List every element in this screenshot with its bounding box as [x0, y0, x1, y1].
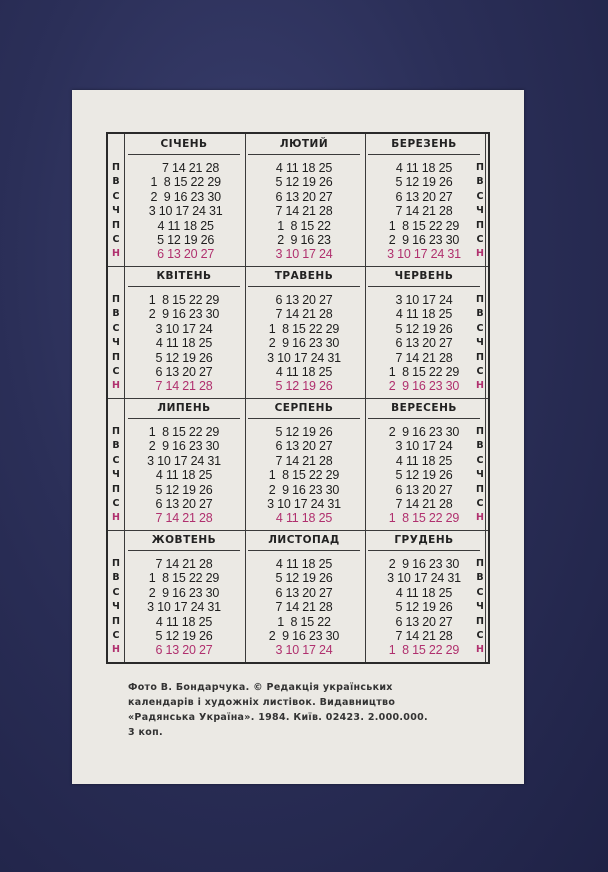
- weekday-row: 4 11 18 25: [155, 614, 213, 629]
- weekday-letter: В: [112, 440, 120, 452]
- month-underline: [368, 286, 480, 287]
- weekday-letter: П: [112, 219, 120, 231]
- weekday-row: 2 9 16 23 30: [268, 628, 340, 643]
- weekday-row: 4 11 18 25: [395, 307, 453, 322]
- month-days: [128, 293, 240, 394]
- weekday-row: 1 8 15 22 29: [148, 293, 220, 307]
- month-name: ЧЕРВЕНЬ: [394, 270, 454, 282]
- month-name: ГРУДЕНЬ: [394, 534, 454, 546]
- weekday-row: 3 10 17 24 31: [147, 453, 221, 468]
- weekday-row: 3 10 17 24 31: [267, 350, 341, 365]
- weekday-letter: Н: [112, 512, 120, 524]
- weekday-row: 4 11 18 25: [155, 468, 213, 483]
- weekday-row: 5 12 19 26: [155, 482, 213, 497]
- weekday-column-left: [110, 557, 122, 658]
- caption-line-2: календарів і художніх листівок. Видавництво: [128, 697, 396, 708]
- weekday-letter: С: [476, 233, 484, 245]
- weekday-row: 3 10 17 24: [395, 293, 453, 307]
- month-underline: [368, 418, 480, 419]
- month-name: ЖОВТЕНЬ: [151, 534, 217, 546]
- weekday-row: 4 11 18 25: [275, 557, 333, 571]
- caption-line-1: Фото В. Бондарчука. © Редакція українських: [128, 682, 393, 693]
- month-days: [368, 161, 480, 262]
- month-underline: [248, 418, 360, 419]
- weekday-row: 1 8 15 22 29: [388, 364, 460, 379]
- weekday-letter: Н: [476, 512, 484, 524]
- weekday-row: 3 10 17 24 31: [145, 204, 223, 219]
- month-underline: [128, 418, 240, 419]
- weekday-row: 5 12 19 26: [395, 600, 453, 615]
- month-underline: [368, 154, 480, 155]
- sunday-row: 6 13 20 27: [153, 247, 215, 262]
- weekday-letter: Ч: [112, 337, 120, 349]
- weekday-row: 1 8 15 22: [277, 218, 331, 233]
- month-name: БЕРЕЗЕНЬ: [391, 138, 457, 150]
- weekday-row: 1 8 15 22 29: [148, 571, 220, 586]
- weekday-letter: В: [476, 176, 484, 188]
- weekday-row: 5 12 19 26: [155, 350, 213, 365]
- weekday-column-left: [110, 293, 122, 394]
- weekday-letter: П: [112, 558, 120, 569]
- month-underline: [248, 550, 360, 551]
- weekday-letter: С: [476, 629, 484, 641]
- weekday-letter: П: [112, 426, 120, 437]
- weekday-letter: П: [112, 294, 120, 305]
- weekday-letter: Н: [476, 644, 484, 656]
- month-days: [248, 293, 360, 394]
- row-separator: [108, 266, 488, 267]
- weekday-letter: В: [112, 308, 120, 320]
- month-days: [248, 425, 360, 526]
- weekday-letter: П: [476, 426, 484, 437]
- weekday-row: 3 10 17 24: [155, 321, 213, 336]
- row-separator: [108, 530, 488, 531]
- weekday-letter: С: [112, 233, 120, 245]
- weekday-letter: П: [476, 351, 484, 363]
- sunday-row: 4 11 18 25: [275, 511, 333, 526]
- weekday-row: 7 14 21 28: [148, 161, 220, 175]
- month-name: СЕРПЕНЬ: [274, 402, 334, 414]
- weekday-letter: В: [476, 308, 484, 320]
- month-underline: [128, 550, 240, 551]
- caption-line-4: 3 коп.: [128, 727, 163, 738]
- weekday-row: 3 10 17 24 31: [267, 496, 341, 511]
- weekday-row: 3 10 17 24 31: [387, 571, 461, 586]
- weekday-row: 2 9 16 23: [277, 232, 331, 247]
- weekday-letter: С: [112, 190, 120, 202]
- weekday-letter: Ч: [476, 601, 484, 613]
- weekday-column-left: [110, 161, 122, 262]
- weekday-letter: П: [476, 483, 484, 495]
- weekday-row: 6 13 20 27: [275, 439, 333, 454]
- weekday-row: 4 11 18 25: [395, 453, 453, 468]
- weekday-letter: П: [112, 351, 120, 363]
- weekday-letter: Н: [476, 380, 484, 392]
- weekday-row: 1 8 15 22 29: [148, 425, 220, 439]
- sunday-row: 3 10 17 24: [275, 643, 333, 658]
- weekday-row: 2 9 16 23 30: [268, 336, 340, 351]
- weekday-row: 7 14 21 28: [395, 204, 453, 219]
- weekday-letter: С: [112, 454, 120, 466]
- month-underline: [248, 286, 360, 287]
- weekday-letter: С: [112, 322, 120, 334]
- weekday-letter: П: [476, 162, 484, 173]
- weekday-letter: В: [112, 176, 120, 188]
- month-days: [368, 557, 480, 658]
- month-days: [248, 557, 360, 658]
- imprint-caption: [128, 680, 498, 740]
- weekday-row: 3 10 17 24 31: [147, 600, 221, 615]
- weekday-row: 2 9 16 23 30: [148, 307, 220, 322]
- weekday-row: 1 8 15 22: [277, 614, 331, 629]
- weekday-row: 7 14 21 28: [275, 453, 333, 468]
- weekday-letter: Ч: [476, 337, 484, 349]
- weekday-letter: Н: [112, 380, 120, 392]
- sunday-row: 7 14 21 28: [155, 379, 213, 394]
- weekday-row: 2 9 16 23 30: [147, 189, 221, 204]
- weekday-letter: П: [476, 219, 484, 231]
- sunday-row: 6 13 20 27: [155, 643, 213, 658]
- weekday-row: 1 8 15 22 29: [268, 321, 340, 336]
- weekday-row: 4 11 18 25: [154, 218, 214, 233]
- month-name: ВЕРЕСЕНЬ: [391, 402, 457, 414]
- weekday-letter: С: [112, 586, 120, 598]
- weekday-letter: Ч: [112, 469, 120, 481]
- weekday-letter: С: [476, 497, 484, 509]
- month-name: СІЧЕНЬ: [160, 138, 208, 150]
- month-days: [248, 161, 360, 262]
- sunday-row: 3 10 17 24: [275, 247, 333, 262]
- month-underline: [128, 154, 240, 155]
- weekday-row: 5 12 19 26: [275, 571, 333, 586]
- row-separator: [108, 398, 488, 399]
- weekday-letter: В: [112, 572, 120, 584]
- weekday-row: 4 11 18 25: [275, 364, 333, 379]
- weekday-row: 6 13 20 27: [275, 189, 333, 204]
- weekday-row: 4 11 18 25: [275, 161, 333, 175]
- month-name: ЛИПЕНЬ: [157, 402, 211, 414]
- weekday-row: 2 9 16 23 30: [388, 232, 460, 247]
- weekday-row: 4 11 18 25: [395, 161, 453, 175]
- weekday-row: 7 14 21 28: [275, 204, 333, 219]
- weekday-row: 5 12 19 26: [395, 468, 453, 483]
- weekday-letter: С: [476, 190, 484, 202]
- weekday-row: 1 8 15 22 29: [147, 175, 221, 190]
- weekday-row: 4 11 18 25: [395, 585, 453, 600]
- weekday-row: 1 8 15 22 29: [388, 218, 460, 233]
- month-name: ЛЮТИЙ: [279, 138, 329, 150]
- weekday-column-left: [110, 425, 122, 526]
- weekday-row: 5 12 19 26: [275, 175, 333, 190]
- weekday-row: 6 13 20 27: [395, 614, 453, 629]
- weekday-letter: С: [476, 586, 484, 598]
- calendar-card: [72, 90, 524, 784]
- weekday-row: 5 12 19 26: [275, 425, 333, 439]
- weekday-letter: С: [112, 497, 120, 509]
- month-days: [368, 293, 480, 394]
- weekday-letter: Ч: [112, 601, 120, 613]
- weekday-row: 6 13 20 27: [275, 585, 333, 600]
- month-days: [128, 161, 240, 262]
- weekday-row: 5 12 19 26: [395, 321, 453, 336]
- month-underline: [368, 550, 480, 551]
- weekday-row: 7 14 21 28: [275, 600, 333, 615]
- weekday-row: 4 11 18 25: [155, 336, 213, 351]
- weekday-letter: С: [476, 365, 484, 377]
- weekday-letter: С: [112, 365, 120, 377]
- sunday-row: 1 8 15 22 29: [388, 643, 460, 658]
- weekday-row: 7 14 21 28: [395, 628, 453, 643]
- month-name: ЛИСТОПАД: [268, 534, 340, 546]
- weekday-letter: Н: [476, 248, 484, 260]
- weekday-letter: С: [476, 454, 484, 466]
- weekday-row: 7 14 21 28: [275, 307, 333, 322]
- weekday-row: 2 9 16 23 30: [148, 439, 220, 454]
- weekday-row: 2 9 16 23 30: [268, 482, 340, 497]
- weekday-letter: С: [476, 322, 484, 334]
- weekday-row: 6 13 20 27: [155, 364, 213, 379]
- weekday-letter: П: [112, 162, 120, 173]
- weekday-letter: В: [476, 440, 484, 452]
- weekday-row: 5 12 19 26: [153, 232, 215, 247]
- weekday-row: 5 12 19 26: [155, 628, 213, 643]
- month-underline: [248, 154, 360, 155]
- weekday-letter: С: [112, 629, 120, 641]
- month-days: [368, 425, 480, 526]
- caption-line-3: «Радянська Україна». 1984. Київ. 02423. 2.000.000.: [128, 712, 428, 723]
- sunday-row: 1 8 15 22 29: [388, 511, 460, 526]
- weekday-row: 6 13 20 27: [395, 189, 453, 204]
- weekday-letter: П: [476, 558, 484, 569]
- weekday-row: 7 14 21 28: [395, 496, 453, 511]
- month-name: КВІТЕНЬ: [156, 270, 212, 282]
- weekday-letter: П: [476, 294, 484, 305]
- sunday-row: 2 9 16 23 30: [388, 379, 460, 394]
- month-underline: [128, 286, 240, 287]
- weekday-letter: Ч: [476, 205, 484, 217]
- weekday-row: 6 13 20 27: [395, 336, 453, 351]
- weekday-row: 2 9 16 23 30: [148, 585, 220, 600]
- weekday-row: 6 13 20 27: [275, 293, 333, 307]
- weekday-letter: П: [476, 615, 484, 627]
- weekday-letter: В: [476, 572, 484, 584]
- weekday-row: 7 14 21 28: [395, 350, 453, 365]
- sunday-row: 5 12 19 26: [275, 379, 333, 394]
- weekday-letter: П: [112, 615, 120, 627]
- weekday-letter: Н: [112, 644, 120, 656]
- sunday-row: 3 10 17 24 31: [387, 247, 461, 262]
- month-days: [128, 425, 240, 526]
- weekday-letter: Ч: [476, 469, 484, 481]
- calendar-grid: [106, 132, 490, 664]
- weekday-row: 7 14 21 28: [155, 557, 213, 571]
- weekday-row: 6 13 20 27: [155, 496, 213, 511]
- weekday-row: 3 10 17 24: [395, 439, 453, 454]
- weekday-letter: Ч: [112, 205, 120, 217]
- weekday-row: 2 9 16 23 30: [388, 425, 460, 439]
- sunday-row: 7 14 21 28: [155, 511, 213, 526]
- month-days: [128, 557, 240, 658]
- month-name: ТРАВЕНЬ: [274, 270, 334, 282]
- weekday-letter: Н: [112, 248, 120, 260]
- weekday-letter: П: [112, 483, 120, 495]
- weekday-row: 2 9 16 23 30: [388, 557, 460, 571]
- weekday-row: 1 8 15 22 29: [268, 468, 340, 483]
- weekday-row: 6 13 20 27: [395, 482, 453, 497]
- weekday-row: 5 12 19 26: [395, 175, 453, 190]
